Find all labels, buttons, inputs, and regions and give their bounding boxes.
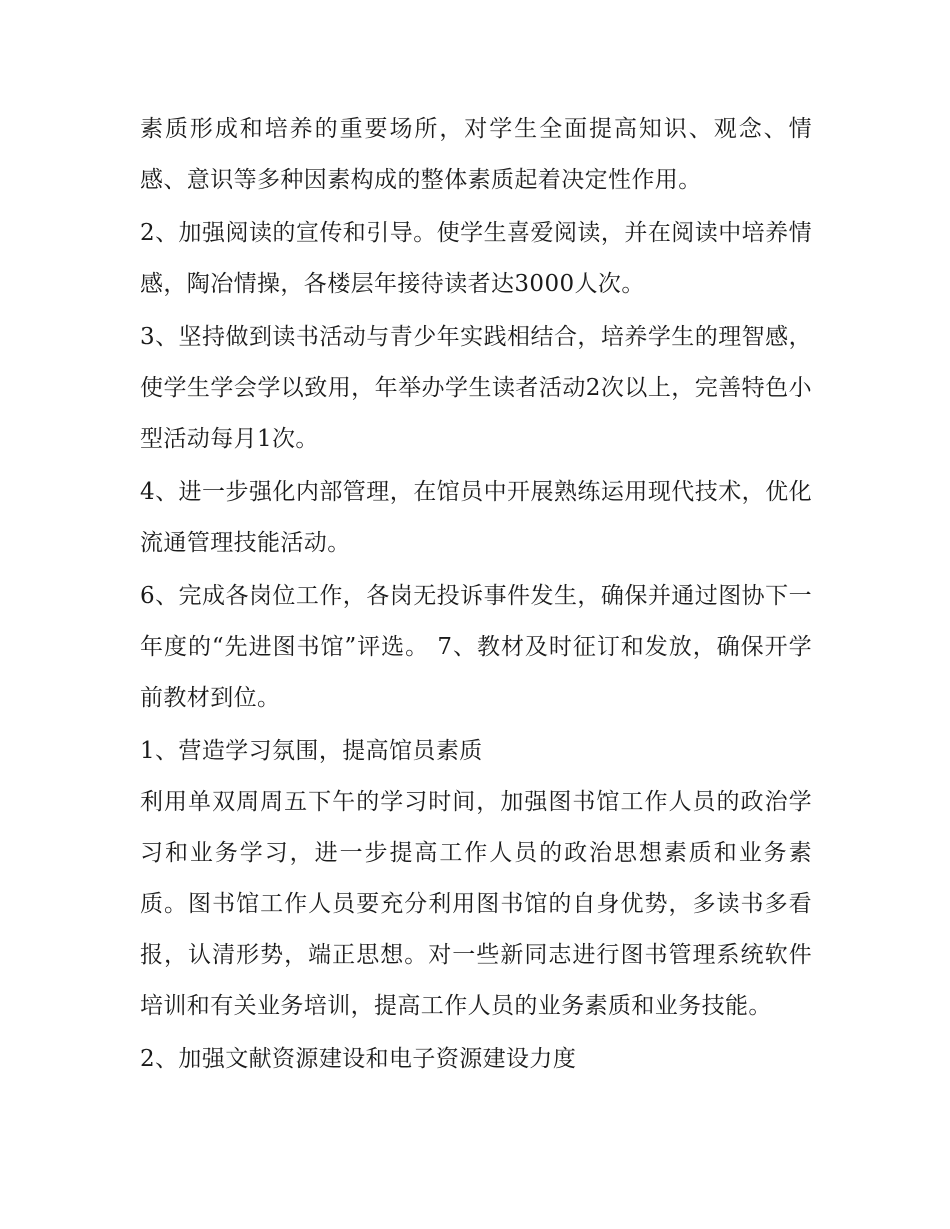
paragraph-study-time: 利用单双周周五下午的学习时间，加强图书馆工作人员的政治学习和业务学习，进一步提高工作人员的政治思想素质和业务素质。图书馆工作人员要充分利用图书馆的自身优势，多读书多看报，认清形势，端正思想。对一些新同志进行图书管理系统软件培训和有关业务培训，提高工作人员的业务素质和业务技能。 bbox=[140, 789, 812, 1019]
paragraph-item-6-and-7: 6、完成各岗位工作，各岗无投诉事件发生，确保并通过图协下一年度的“先进图书馆”评选。 7、教材及时征订和发放，确保开学前教材到位。 bbox=[140, 583, 812, 711]
paragraph-item-2-reading: 2、加强阅读的宣传和引导。使学生喜爱阅读，并在阅读中培养情感，陶冶情操，各楼层年接待读者达3000人次。 bbox=[140, 220, 812, 297]
paragraph-item-3-activities: 3、坚持做到读书活动与青少年实践相结合，培养学生的理智感，使学生学会学以致用，年举办学生读者活动2次以上，完善特色小型活动每月1次。 bbox=[140, 324, 812, 452]
heading-learning-atmosphere: 1、营造学习氛围，提高馆员素质 bbox=[140, 738, 483, 764]
heading-resource-building: 2、加强文献资源建设和电子资源建设力度 bbox=[140, 1046, 577, 1072]
paragraph-item-4-management: 4、进一步强化内部管理，在馆员中开展熟练运用现代技术，优化流通管理技能活动。 bbox=[140, 479, 812, 556]
paragraph-quality-formation: 素质形成和培养的重要场所，对学生全面提高知识、观念、情感、意识等多种因素构成的整体素质起着决定性作用。 bbox=[140, 116, 812, 193]
document-body bbox=[140, 104, 812, 1085]
